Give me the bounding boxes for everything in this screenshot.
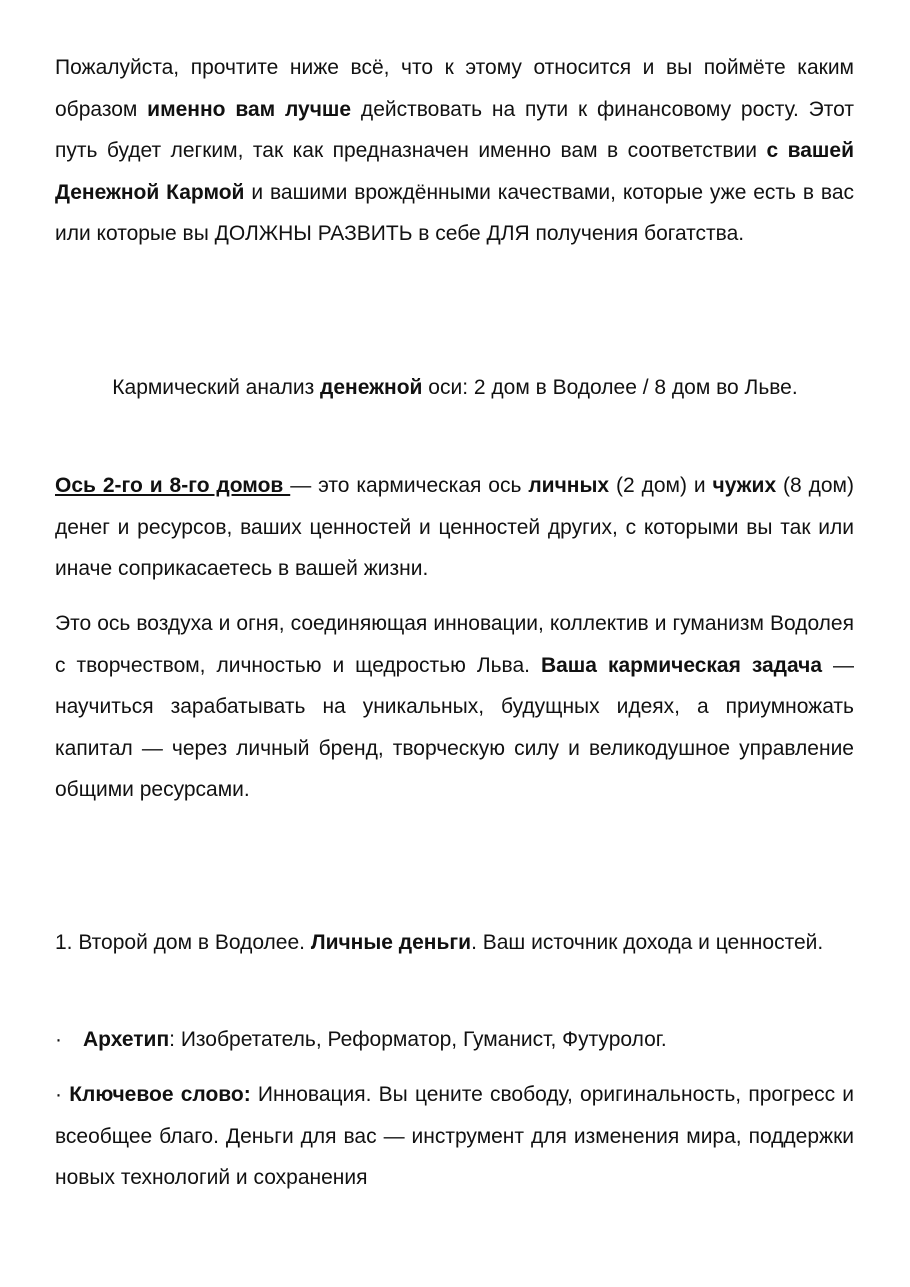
axis-bold-personal: личных — [528, 474, 610, 497]
keyword-item — [55, 1074, 854, 1199]
bullet-icon: · — [55, 1083, 62, 1106]
section-heading — [75, 367, 835, 409]
keyword-text: Инновация. Вы цените свободу, оригинальность, прогресс и всеобщее благо. Деньги для вас — инструмент для изменения мира, поддержки новых технологий и сохранения — [55, 1083, 855, 1190]
archetype-item — [55, 1019, 854, 1061]
intro-text-3: и вашими врождёнными качествами, которые уже есть в вас или которые вы ДОЛЖНЫ РАЗВИТЬ в себе ДЛЯ получения богатства. — [55, 180, 854, 246]
intro-paragraph — [55, 47, 854, 255]
intro-text-2: действовать на пути к финансовому росту. Этот путь будет легким, так как предназначен именно вам в соответствии — [55, 97, 854, 163]
intro-text-1: Пожалуйста, прочтите ниже всё, что к этому относится и вы поймёте каким образом — [55, 56, 854, 121]
archetype-text: : Изобретатель, Реформатор, Гуманист, Футуролог. — [169, 1028, 667, 1051]
intro-bold-2: с вашей Денежной Кармой — [55, 139, 855, 204]
axis-bold-others: чужих — [712, 474, 777, 497]
task-text-1: Это ось воздуха и огня, соединяющая инновации, коллектив и гуманизм Водолея с творчеством, личностью и щедростью Льва. — [55, 612, 854, 677]
section1-bold: Личные деньги — [310, 931, 472, 954]
task-paragraph — [55, 603, 854, 811]
axis-paragraph — [55, 465, 854, 590]
section1-paragraph — [55, 922, 854, 964]
axis-title: Ось 2-го и 8-го домов — [55, 474, 291, 497]
section1-text-1: 1. Второй дом в Водолее. — [55, 931, 311, 954]
section1-text-2: . Ваш источник дохода и ценностей. — [471, 931, 824, 954]
archetype-label: Архетип — [83, 1028, 170, 1051]
axis-text-3: (8 дом) денег и ресурсов, ваших ценностей и ценностей других, с которыми вы так или иначе соприкасаетесь в вашей жизни. — [55, 474, 854, 581]
axis-text-1: — это кармическая ось — [290, 474, 529, 497]
heading-text-2: оси: 2 дом в Водолее / 8 дом во Льве. — [422, 376, 798, 399]
task-bold: Ваша кармическая задача — [540, 653, 823, 677]
task-text-2: — научиться зарабатывать на уникальных, будущных идеях, а приумножать капитал — через личный бренд, творческую силу и великодушное управление общими ресурсами. — [55, 653, 855, 802]
axis-text-2: (2 дом) и — [609, 474, 713, 497]
bullet-icon: · — [55, 1028, 62, 1051]
heading-bold: денежной — [320, 376, 423, 399]
keyword-label: Ключевое слово: — [69, 1083, 251, 1106]
intro-bold-1: именно вам лучше — [147, 97, 352, 121]
heading-text-1: Кармический анализ — [112, 376, 321, 399]
